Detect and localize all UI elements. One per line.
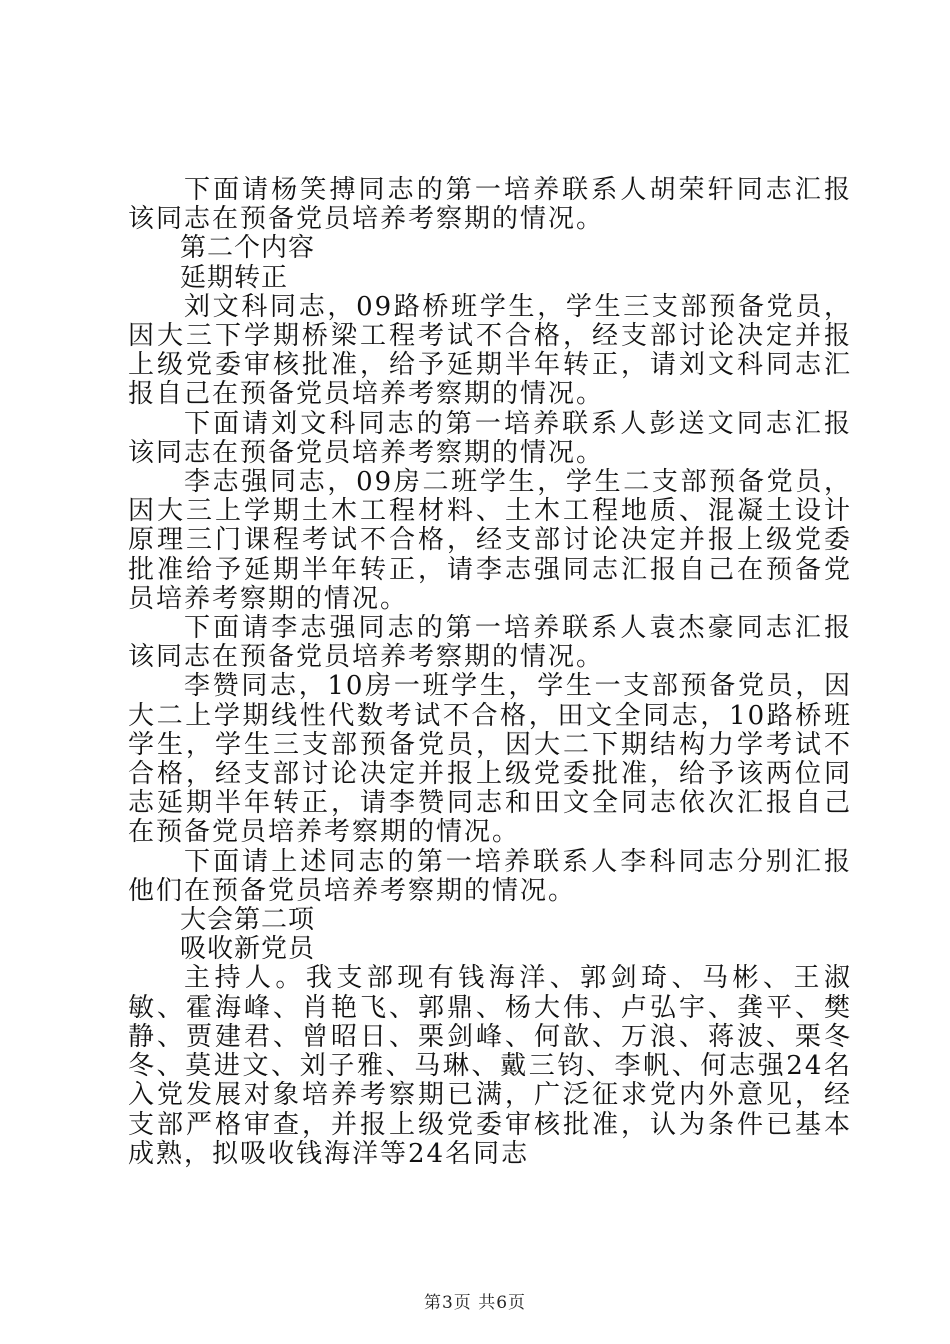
paragraph: 下面请杨笑搏同志的第一培养联系人胡荣轩同志汇报该同志在预备党员培养考察期的情况。 (128, 175, 852, 235)
paragraph: 李赞同志，10房一班学生，学生一支部预备党员，因大二上学期线性代数考试不合格，田文全同志，10路桥班学生，学生三支部预备党员，因大二下期结构力学考试不合格，经支部讨论决定并报上级党委批准，给予该两位同志延期半年转正，请李赞同志和田文全同志依次汇报自己在预备党员培养考察期的情况。 (128, 671, 852, 848)
document-body (128, 176, 852, 1169)
section-heading: 大会第二项 (180, 905, 316, 936)
section-subheading: 吸收新党员 (180, 934, 316, 965)
paragraph: 下面请刘文科同志的第一培养联系人彭送文同志汇报该同志在预备党员培养考察期的情况。 (128, 408, 852, 468)
paragraph: 李志强同志，09房二班学生，学生二支部预备党员，因大三上学期土木工程材料、土木工程地质、混凝土设计原理三门课程考试不合格，经支部讨论决定并报上级党委批准给予延期半年转正，请李志强同志汇报自己在预备党员培养考察期的情况。 (128, 467, 852, 614)
paragraph: 刘文科同志，09路桥班学生，学生三支部预备党员，因大三下学期桥梁工程考试不合格，经支部讨论决定并报上级党委审核批准，给予延期半年转正，请刘文科同志汇报自己在预备党员培养考察期的情况。 (128, 291, 852, 410)
paragraph: 下面请上述同志的第一培养联系人李科同志分别汇报他们在预备党员培养考察期的情况。 (128, 846, 852, 906)
paragraph: 下面请李志强同志的第一培养联系人袁杰豪同志汇报该同志在预备党员培养考察期的情况。 (128, 613, 852, 673)
section-heading: 第二个内容 (180, 233, 316, 264)
section-subheading: 延期转正 (180, 262, 289, 293)
paragraph: 主持人。我支部现有钱海洋、郭剑琦、马彬、王淑敏、霍海峰、肖艳飞、郭鼎、杨大伟、卢弘宇、龚平、樊静、贾建君、曾昭日、栗剑峰、何歆、万浪、蒋波、栗冬冬、莫进文、刘子雅、马琳、戴三钧、李帆、何志强24名入党发展对象培养考察期已满，广泛征求党内外意见，经支部严格审查，并报上级党委审核批准，认为条件已基本成熟，拟吸收钱海洋等24名同志 (128, 963, 852, 1169)
page-number-footer: 第3页 共6页 (423, 1293, 527, 1313)
